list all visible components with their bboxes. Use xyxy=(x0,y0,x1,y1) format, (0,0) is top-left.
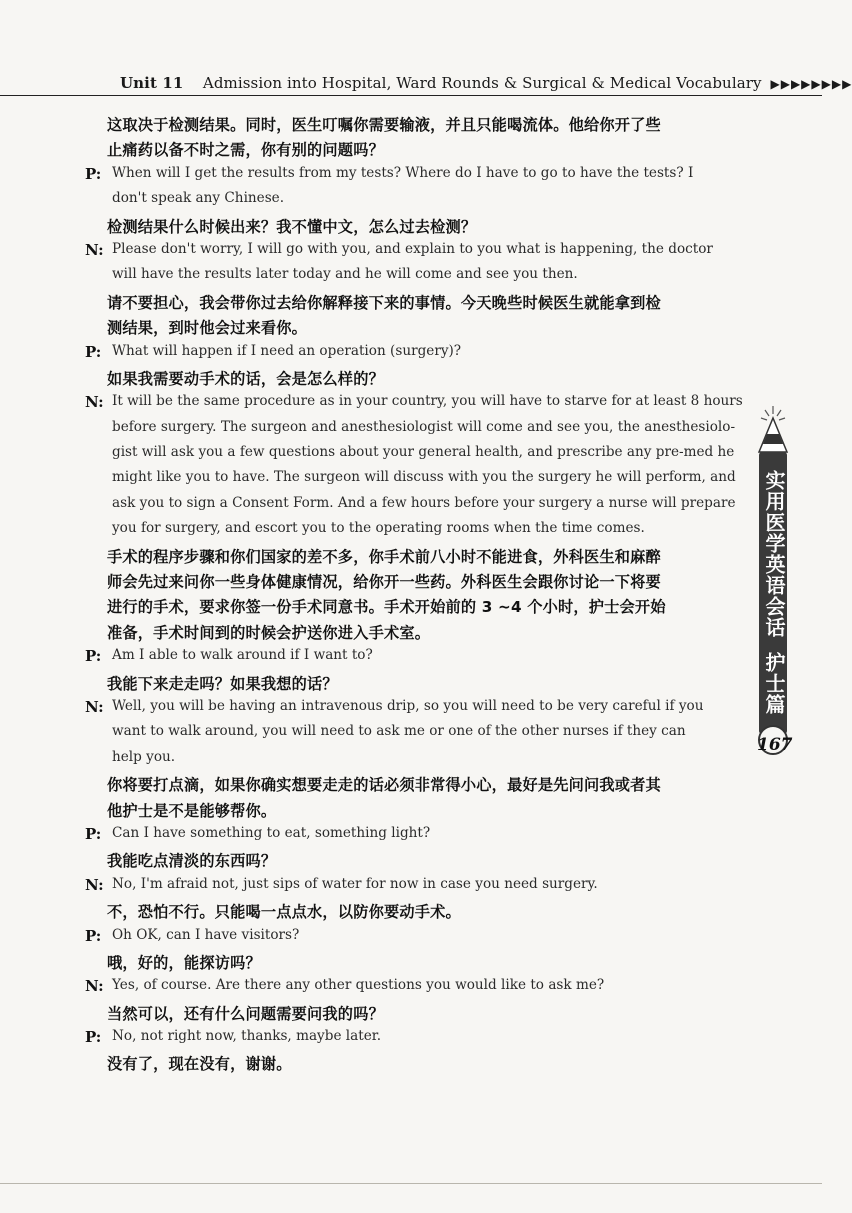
english-line xyxy=(85,190,735,215)
line-text: 准备，手术时间到的时候会护送你进入手术室。 xyxy=(107,623,431,642)
speaker-label: P: xyxy=(85,1028,102,1047)
chinese-line xyxy=(85,1053,735,1078)
speaker-label: N: xyxy=(85,697,104,716)
dialogue-body xyxy=(85,114,743,1079)
unit-title: Admission into Hospital, Ward Rounds & Surgical & Medical Vocabulary xyxy=(202,74,762,92)
header-rule xyxy=(0,95,822,96)
chinese-line xyxy=(85,800,735,825)
line-text: Well, you will be having an intravenous drip, so you will need to be very careful if you xyxy=(112,697,704,714)
english-line xyxy=(85,1028,735,1053)
line-text: Oh OK, can I have visitors? xyxy=(112,926,300,943)
line-text: 如果我需要动手术的话，会是怎么样的？ xyxy=(107,369,384,388)
line-text: 没有了，现在没有，谢谢。 xyxy=(107,1055,292,1074)
line-text: Yes, of course. Are there any other questions you would like to ask me? xyxy=(112,977,605,994)
line-text: 当然可以，还有什么问题需要问我的吗？ xyxy=(107,1004,384,1023)
chinese-line xyxy=(85,1003,735,1028)
speaker-label: P: xyxy=(85,342,102,361)
line-text: 进行的手术，要求你签一份手术同意书。手术开始前的 3 ~4 个小时，护士会开始 xyxy=(107,598,666,617)
running-header xyxy=(120,74,852,100)
speaker-label: N: xyxy=(85,977,104,996)
line-text: 检测结果什么时候出来？我不懂中文，怎么过去检测？ xyxy=(107,217,477,236)
english-line xyxy=(85,393,743,418)
english-line xyxy=(85,165,735,190)
speaker-label: P: xyxy=(85,164,102,183)
book-title: 实用医学英语会话 xyxy=(762,470,786,638)
chinese-line xyxy=(85,216,735,241)
line-text: What will happen if I need an operation (surgery)? xyxy=(112,342,462,359)
speaker-label: N: xyxy=(85,875,104,894)
english-line xyxy=(85,825,735,850)
book-subtitle: 护士篇 xyxy=(762,652,786,715)
english-line xyxy=(85,419,735,444)
page-number: 167 xyxy=(757,735,793,755)
line-text: No, I'm afraid not, just sips of water for now in case you need surgery. xyxy=(112,875,598,892)
english-line xyxy=(85,241,735,266)
english-line xyxy=(85,444,735,469)
line-text: ask you to sign a Consent Form. And a few hours before your surgery a nurse will prepare xyxy=(112,494,736,511)
english-line xyxy=(85,698,735,723)
line-text: gist will ask you a few questions about your general health, and prescribe any pre-med he xyxy=(112,444,735,461)
line-text: 我能吃点清淡的东西吗？ xyxy=(107,852,277,871)
speaker-label: P: xyxy=(85,824,102,843)
chinese-line xyxy=(85,952,735,977)
chinese-line xyxy=(85,317,735,342)
line-text: 这取决于检测结果。同时，医生叮嘱你需要输液，并且只能喝流体。他给你开了些 xyxy=(107,116,661,134)
line-text: 测结果，到时他会过来看你。 xyxy=(107,319,308,338)
chinese-line xyxy=(85,114,735,139)
line-text: don't speak any Chinese. xyxy=(112,190,285,207)
chinese-line xyxy=(85,850,735,875)
chinese-line xyxy=(85,774,735,799)
line-text: It will be the same procedure as in your country, you will have to starve for at least 8 hours xyxy=(112,393,743,410)
line-text: When will I get the results from my tests? Where do I have to go to have the tests? I xyxy=(112,164,694,181)
chinese-line xyxy=(85,901,735,926)
speaker-label: N: xyxy=(85,240,104,259)
chinese-line xyxy=(85,139,735,164)
footer-rule xyxy=(0,1183,822,1184)
line-text: Am I able to walk around if I want to? xyxy=(112,647,373,664)
speaker-label: N: xyxy=(85,393,104,412)
chinese-line xyxy=(85,596,735,621)
line-text: 他护士是不是能够帮你。 xyxy=(107,801,277,820)
speaker-label: P: xyxy=(85,926,102,945)
line-text: want to walk around, you will need to ask me or one of the other nurses if they can xyxy=(112,723,686,740)
header-arrows: ▶▶▶▶▶▶▶▶ xyxy=(770,77,852,91)
line-text: 哦，好的，能探访吗？ xyxy=(107,953,261,972)
english-line xyxy=(85,876,735,901)
line-text: No, not right now, thanks, maybe later. xyxy=(112,1028,382,1045)
line-text: 师会先过来问你一些身体健康情况，给你开一些药。外科医生会跟你讨论一下将要 xyxy=(107,573,661,592)
english-line xyxy=(85,647,735,672)
english-line xyxy=(85,723,735,748)
line-text: 不，恐怕不行。只能喝一点点水，以防你要动手术。 xyxy=(107,903,461,922)
line-text: 你将要打点滴，如果你确实想要走走的话必须非常得小心，最好是先问问我或者其 xyxy=(107,776,661,795)
line-text: will have the results later today and he will come and see you then. xyxy=(112,266,578,283)
line-text: 手术的程序步骤和你们国家的差不多，你手术前八小时不能进食，外科医生和麻醉 xyxy=(107,547,661,566)
chinese-line xyxy=(85,546,735,571)
line-text: 请不要担心，我会带你过去给你解释接下来的事情。今天晚些时候医生就能拿到检 xyxy=(107,293,661,312)
chinese-line xyxy=(85,673,735,698)
english-line xyxy=(85,977,735,1002)
speaker-label: P: xyxy=(85,647,102,666)
line-text: Can I have something to eat, something light? xyxy=(112,824,431,841)
unit-number: Unit 11 xyxy=(120,74,184,92)
english-line xyxy=(85,469,735,494)
english-line xyxy=(85,927,735,952)
chinese-line xyxy=(85,622,735,647)
line-text: before surgery. The surgeon and anesthesiologist will come and see you, the anesthesiolo- xyxy=(112,418,736,435)
line-text: might like you to have. The surgeon will discuss with you the surgery he will perform, and xyxy=(112,469,736,486)
english-line xyxy=(85,495,735,520)
line-text: 止痛药以备不时之需，你有别的问题吗？ xyxy=(107,141,384,160)
english-line xyxy=(85,520,735,545)
chinese-line xyxy=(85,368,735,393)
english-line xyxy=(85,343,735,368)
chinese-line xyxy=(85,292,735,317)
chinese-line xyxy=(85,571,735,596)
line-text: 我能下来走走吗？如果我想的话？ xyxy=(107,674,338,693)
line-text: help you. xyxy=(112,748,176,765)
line-text: you for surgery, and escort you to the operating rooms when the time comes. xyxy=(112,520,645,537)
english-line xyxy=(85,749,735,774)
line-text: Please don't worry, I will go with you, and explain to you what is happening, the doctor xyxy=(112,240,713,257)
english-line xyxy=(85,266,735,291)
